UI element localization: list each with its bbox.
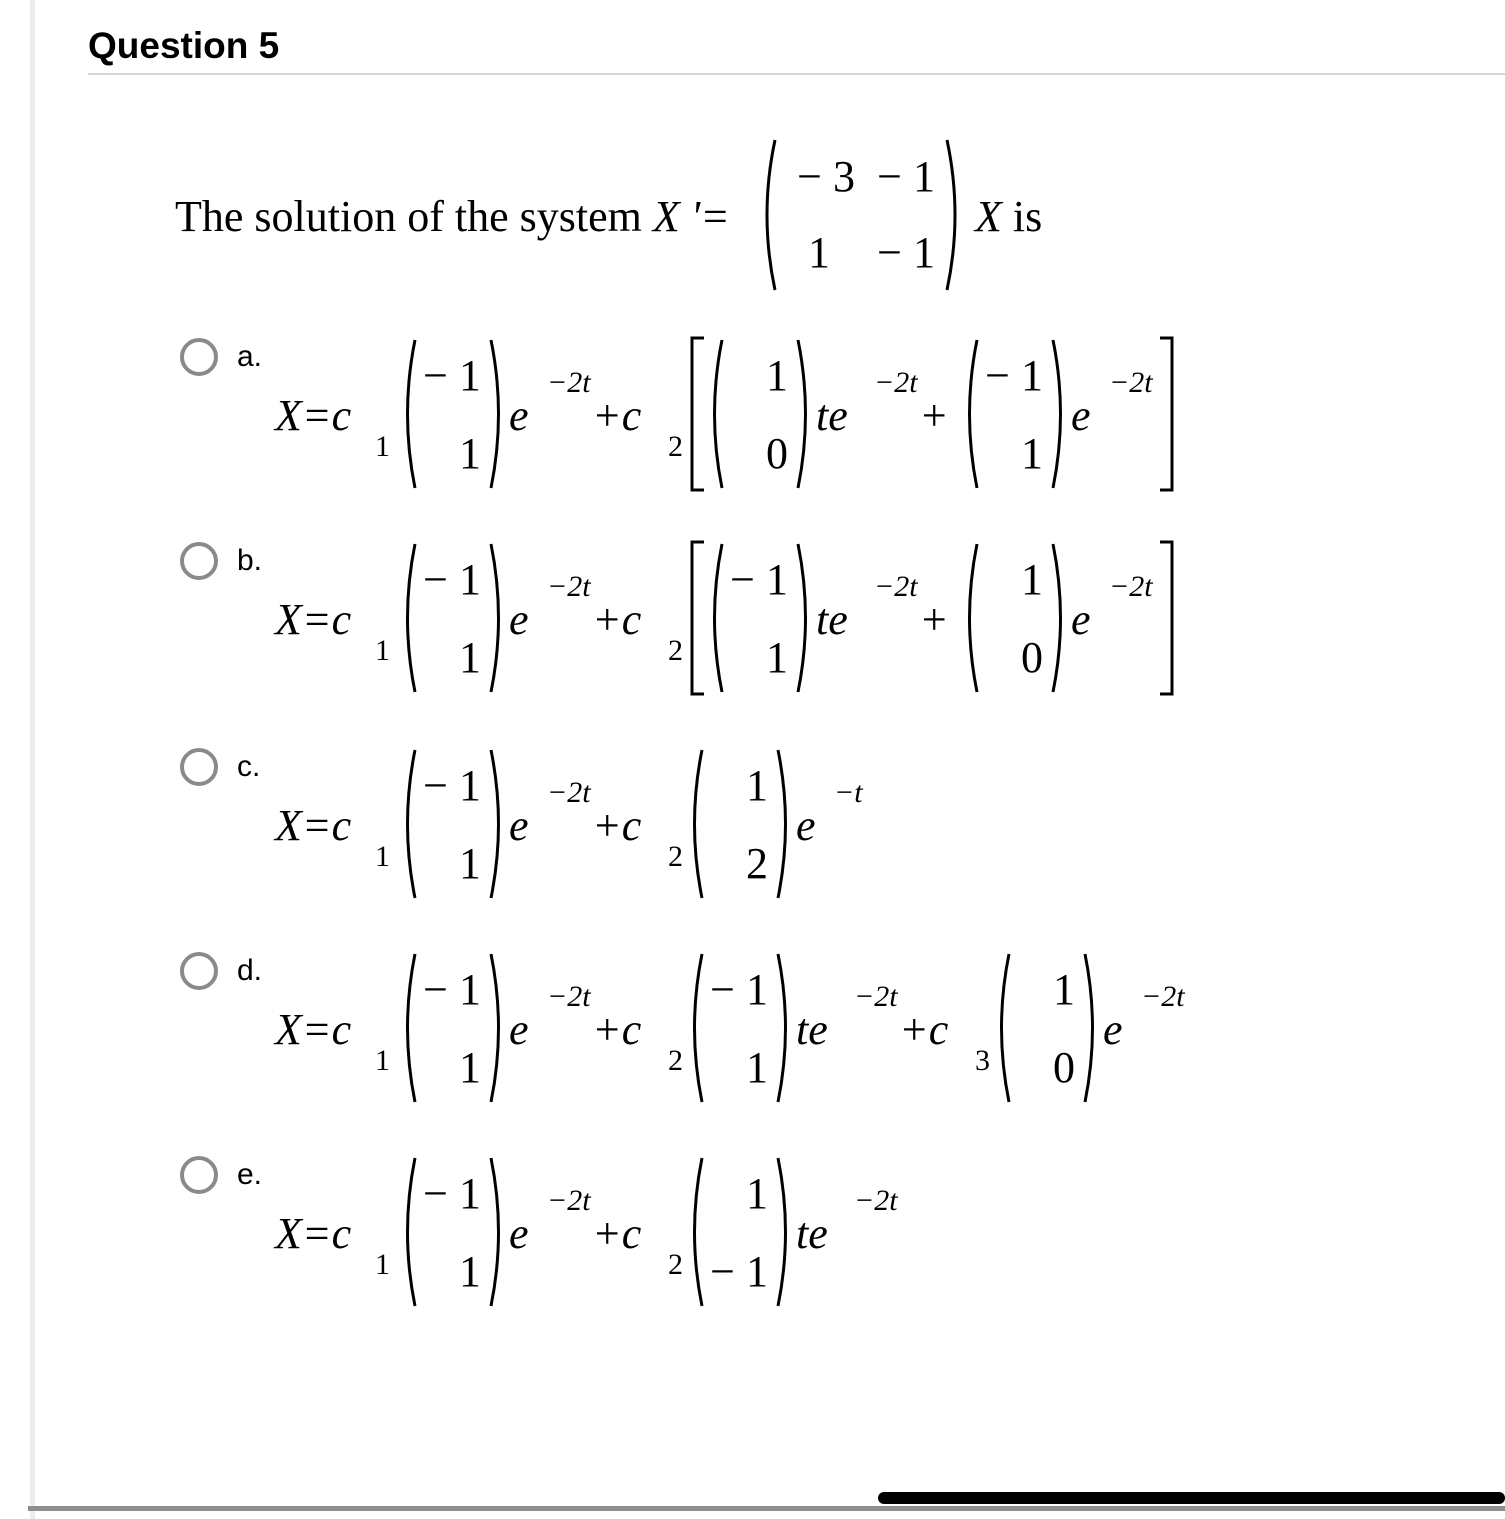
plus-c2: +c [592, 801, 642, 850]
vector-1-top: − 1 [423, 761, 481, 810]
exp-3-base: e [1103, 1005, 1123, 1054]
answer-option-c[interactable] [180, 748, 1180, 918]
scroll-indicator [878, 1492, 1505, 1504]
vector-2-top: 1 [746, 1169, 768, 1218]
vector-2-top: − 1 [710, 965, 768, 1014]
matrix-entry-12: − 1 [877, 152, 935, 201]
vector-1-left-paren [397, 952, 419, 1104]
vector-2-left-paren [704, 542, 726, 694]
right-bracket [1156, 336, 1176, 492]
exp-2-exponent: −2t [874, 366, 918, 399]
plus-term-3: + [919, 391, 949, 440]
c1-subscript: 1 [375, 1248, 390, 1281]
vector-1-top: − 1 [423, 1169, 481, 1218]
matrix-entry-21: 1 [808, 228, 830, 277]
exp-2-base: te [796, 1005, 828, 1054]
matrix-left-paren [755, 138, 779, 292]
option-letter: b. [237, 544, 263, 577]
vector-1-right-paren [487, 1156, 509, 1308]
vector-2-left-paren [684, 1156, 706, 1308]
answer-option-b[interactable] [180, 542, 1180, 712]
vector-2-top: 1 [766, 351, 788, 400]
option-formula [180, 748, 1180, 918]
c2-subscript: 2 [668, 1248, 683, 1281]
vector-2-right-paren [774, 1156, 796, 1308]
exp-1-exponent: −2t [547, 570, 591, 603]
vector-3-top: − 1 [985, 351, 1043, 400]
title-divider [88, 73, 1505, 75]
c2-subscript: 2 [668, 1044, 683, 1077]
matrix-entry-11: − 3 [797, 152, 855, 201]
option-letter: e. [237, 1158, 263, 1191]
vector-2-bottom: − 1 [710, 1247, 768, 1296]
exp-1-exponent: −2t [547, 1184, 591, 1217]
vector-1-left-paren [397, 542, 419, 694]
exp-3-base: e [1071, 391, 1091, 440]
exp-3-exponent: −2t [1109, 570, 1153, 603]
vector-1-left-paren [397, 748, 419, 900]
vector-2-left-paren [684, 748, 706, 900]
option-letter: a. [237, 340, 263, 373]
option-formula [180, 1156, 1180, 1326]
formula-lhs: X=c [275, 1209, 352, 1258]
exp-2-exponent: −2t [874, 570, 918, 603]
vector-1-right-paren [487, 542, 509, 694]
vector-2-right-paren [794, 338, 816, 490]
vector-1-left-paren [397, 1156, 419, 1308]
formula-lhs: X=c [275, 391, 352, 440]
exp-1-base: e [509, 1209, 529, 1258]
plus-c2: +c [592, 595, 642, 644]
plus-c2: +c [592, 1005, 642, 1054]
exp-1-base: e [509, 595, 529, 644]
vector-3-bottom: 0 [1021, 633, 1043, 682]
vector-2-top: 1 [746, 761, 768, 810]
vector-1-bottom: 1 [459, 429, 481, 478]
c1-subscript: 1 [375, 634, 390, 667]
vector-2-bottom: 2 [746, 839, 768, 888]
right-bracket [1156, 540, 1176, 696]
vector-1-right-paren [487, 952, 509, 1104]
exp-2-exponent: −t [834, 776, 863, 809]
option-letter: c. [237, 750, 261, 783]
vector-2-top: − 1 [730, 555, 788, 604]
vector-2-left-paren [684, 952, 706, 1104]
plus-c2: +c [592, 1209, 642, 1258]
exp-3-exponent: −2t [1109, 366, 1153, 399]
vector-1-top: − 1 [423, 351, 481, 400]
exp-3-base: e [1071, 595, 1091, 644]
vector-3-right-paren [1049, 338, 1071, 490]
option-formula [180, 338, 1180, 508]
vector-3-left-paren [959, 542, 981, 694]
vector-3-bottom: 0 [1053, 1043, 1075, 1092]
plus-term-3: + [919, 595, 949, 644]
exp-1-exponent: −2t [547, 980, 591, 1013]
formula-lhs: X=c [275, 801, 352, 850]
vector-1-right-paren [487, 338, 509, 490]
question-lhs: X '= [652, 192, 730, 241]
exp-2-base: te [816, 391, 848, 440]
exp-1-base: e [509, 801, 529, 850]
vector-3-top: 1 [1053, 965, 1075, 1014]
question-statement [175, 135, 1075, 295]
exp-1-base: e [509, 391, 529, 440]
matrix-entry-22: − 1 [877, 228, 935, 277]
page-left-border [30, 0, 35, 1519]
vector-2-left-paren [704, 338, 726, 490]
c1-subscript: 1 [375, 1044, 390, 1077]
vector-2-right-paren [794, 542, 816, 694]
option-letter: d. [237, 954, 263, 987]
exp-2-base: te [816, 595, 848, 644]
vector-2-bottom: 0 [766, 429, 788, 478]
vector-3-top: 1 [1021, 555, 1043, 604]
vector-2-right-paren [774, 748, 796, 900]
vector-1-left-paren [397, 338, 419, 490]
exp-2-exponent: −2t [854, 980, 898, 1013]
vector-2-bottom: 1 [746, 1043, 768, 1092]
vector-3-left-paren [959, 338, 981, 490]
vector-3-right-paren [1049, 542, 1071, 694]
question-prompt-text: The solution of the system [175, 192, 642, 241]
plus-c2: +c [592, 391, 642, 440]
vector-3-left-paren [991, 952, 1013, 1104]
vector-2-bottom: 1 [766, 633, 788, 682]
question-prompt [175, 191, 730, 242]
vector-1-top: − 1 [423, 555, 481, 604]
page-bottom-border [28, 1506, 1505, 1511]
c3-subscript: 3 [975, 1044, 990, 1077]
plus-term-3: +c [899, 1005, 949, 1054]
option-formula [180, 952, 1185, 1122]
vector-3-right-paren [1081, 952, 1103, 1104]
vector-1-right-paren [487, 748, 509, 900]
answer-option-e[interactable] [180, 1156, 1180, 1326]
exp-2-exponent: −2t [854, 1184, 898, 1217]
c1-subscript: 1 [375, 430, 390, 463]
answer-option-a[interactable] [180, 338, 1180, 508]
vector-1-bottom: 1 [459, 633, 481, 682]
answer-option-d[interactable] [180, 952, 1185, 1122]
exp-3-exponent: −2t [1141, 980, 1185, 1013]
exp-1-exponent: −2t [547, 776, 591, 809]
vector-1-bottom: 1 [459, 1043, 481, 1092]
vector-2-right-paren [774, 952, 796, 1104]
vector-1-bottom: 1 [459, 839, 481, 888]
question-tail: X is [975, 192, 1043, 241]
exp-1-exponent: −2t [547, 366, 591, 399]
exp-2-base: e [796, 801, 816, 850]
formula-lhs: X=c [275, 595, 352, 644]
formula-lhs: X=c [275, 1005, 352, 1054]
matrix-right-paren [943, 138, 967, 292]
question-title: Question 5 [88, 25, 280, 66]
vector-1-top: − 1 [423, 965, 481, 1014]
vector-1-bottom: 1 [459, 1247, 481, 1296]
c2-subscript: 2 [668, 430, 683, 463]
c2-subscript: 2 [668, 840, 683, 873]
c2-subscript: 2 [668, 634, 683, 667]
exp-1-base: e [509, 1005, 529, 1054]
option-formula [180, 542, 1180, 712]
vector-3-bottom: 1 [1021, 429, 1043, 478]
c1-subscript: 1 [375, 840, 390, 873]
exp-2-base: te [796, 1209, 828, 1258]
